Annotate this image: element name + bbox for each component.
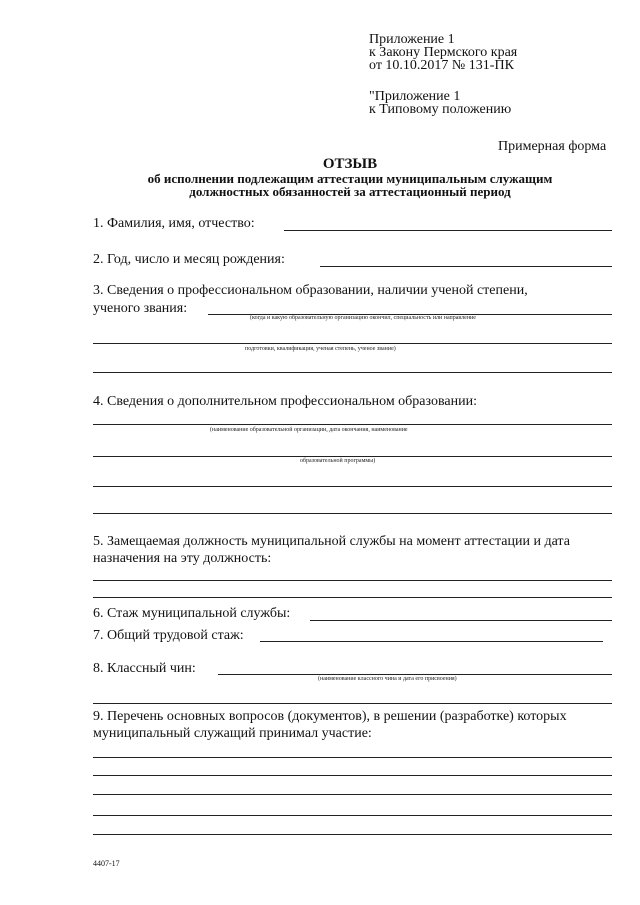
field-label-main-issues-cont: муниципальный служащий принимал участие: (93, 726, 372, 741)
additional-education-input-line-3[interactable] (93, 486, 612, 487)
main-issues-input-line-1[interactable] (93, 757, 612, 758)
document-title: ОТЗЫВ (322, 156, 378, 172)
position-input-line-1[interactable] (93, 580, 612, 581)
class-rank-input-line-2[interactable] (93, 703, 612, 704)
fullname-input-line[interactable] (284, 230, 612, 231)
field-label-education: 3. Сведения о профессиональном образовании, наличии ученой степени, (93, 283, 528, 298)
field-label-fullname: 1. Фамилия, имя, отчество: (93, 216, 255, 231)
field-label-municipal-service-length: 6. Стаж муниципальной службы: (93, 606, 291, 621)
document-code: 4407-17 (93, 859, 120, 868)
main-issues-input-line-4[interactable] (93, 815, 612, 816)
field-label-position: 5. Замещаемая должность муниципальной службы на момент аттестации и дата (93, 534, 570, 549)
main-issues-input-line-5[interactable] (93, 834, 612, 835)
municipal-service-length-input-line[interactable] (310, 620, 612, 621)
field-label-education-cont: ученого звания: (93, 301, 188, 316)
appendix-label-2: "Приложение 1 (369, 89, 461, 104)
field-label-class-rank: 8. Классный чин: (93, 661, 196, 676)
law-date-number: от 10.10.2017 № 131-ПК (369, 58, 514, 73)
field-label-birthdate: 2. Год, число и месяц рождения: (93, 252, 285, 267)
field-label-additional-education: 4. Сведения о дополнительном профессиональном образовании: (93, 394, 477, 409)
additional-education-hint-1: (наименование образовательной организации, дата окончания, наименование (210, 427, 408, 433)
document-subtitle-1: об исполнении подлежащим аттестации муниципальным служащим (147, 171, 553, 186)
field-label-main-issues: 9. Перечень основных вопросов (документов), в решении (разработке) которых (93, 709, 567, 724)
education-hint-2: подготовки, квалификация, ученая степень, ученое звание) (245, 346, 396, 352)
main-issues-input-line-3[interactable] (93, 794, 612, 795)
education-input-line-2[interactable] (93, 343, 612, 344)
law-reference: к Закону Пермского края (369, 45, 518, 60)
document-subtitle-2: должностных обязанностей за аттестационный период (189, 184, 511, 199)
class-rank-input-line-1[interactable] (218, 674, 612, 675)
field-label-total-work-length: 7. Общий трудовой стаж: (93, 628, 244, 643)
additional-education-hint-2: образовательной программы) (300, 458, 376, 464)
main-issues-input-line-2[interactable] (93, 775, 612, 776)
education-input-line-3[interactable] (93, 372, 612, 373)
appendix-label: Приложение 1 (369, 32, 455, 47)
class-rank-hint: (наименование классного чина и дата его присвоения) (318, 676, 457, 682)
additional-education-input-line-4[interactable] (93, 513, 612, 514)
birthdate-input-line[interactable] (320, 266, 612, 267)
total-work-length-input-line[interactable] (260, 641, 603, 642)
form-type-label: Примерная форма (498, 139, 607, 154)
position-input-line-2[interactable] (93, 597, 612, 598)
additional-education-input-line-1[interactable] (93, 424, 612, 425)
regulation-reference: к Типовому положению (369, 102, 512, 117)
additional-education-input-line-2[interactable] (93, 456, 612, 457)
education-hint-1: (когда и какую образовательную организацию окончил, специальность или направление (250, 315, 476, 321)
field-label-position-cont: назначения на эту должность: (93, 551, 272, 566)
